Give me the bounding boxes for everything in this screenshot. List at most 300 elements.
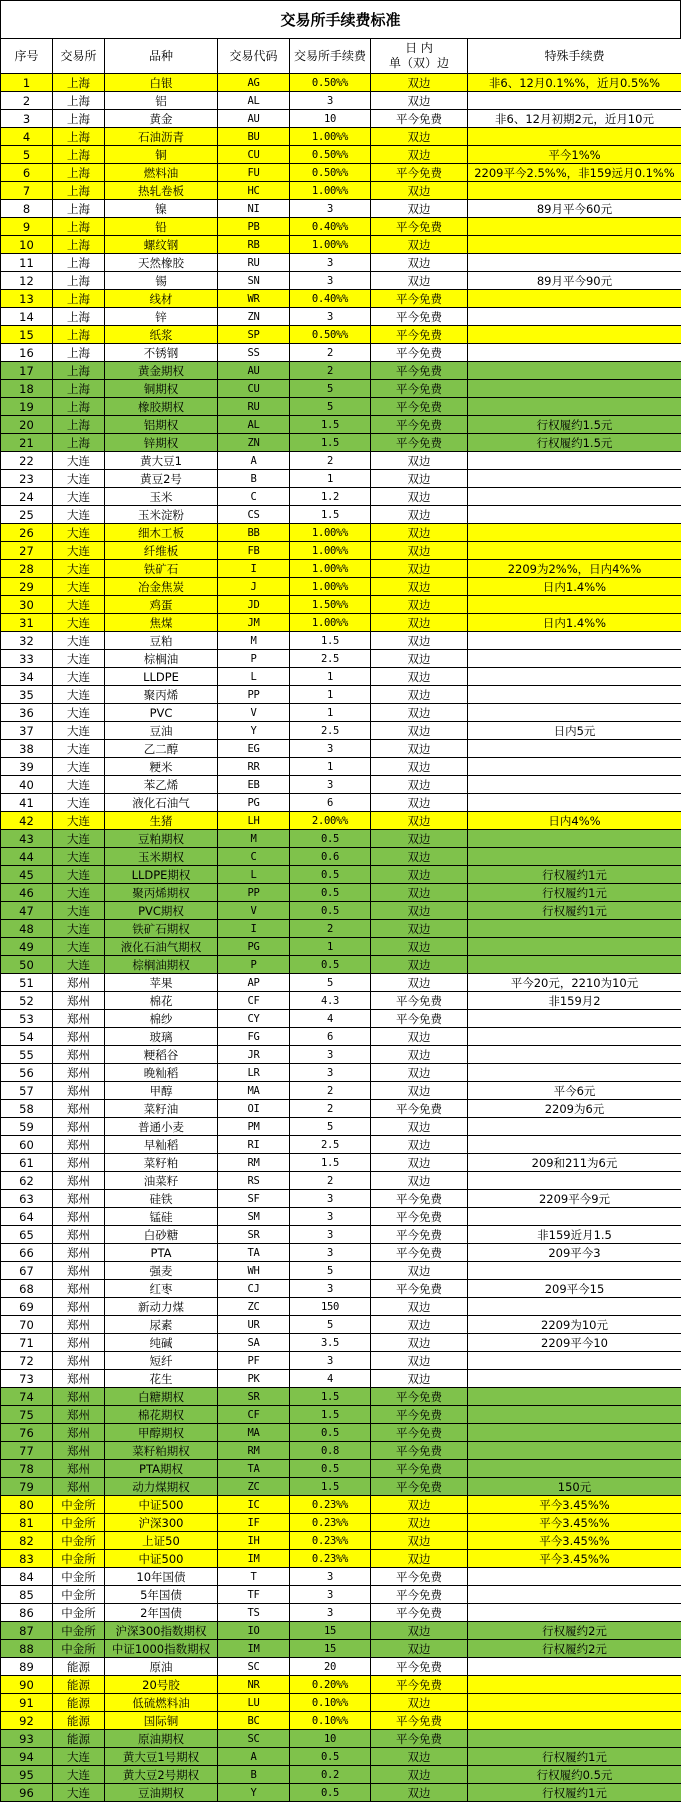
table-row bbox=[1, 1676, 681, 1694]
table-row bbox=[1, 1514, 681, 1532]
table-row bbox=[1, 398, 681, 416]
seq-cell: 83 bbox=[1, 1550, 53, 1568]
seq-cell: 58 bbox=[1, 1100, 53, 1118]
seq-cell: 6 bbox=[1, 164, 53, 182]
seq-cell: 19 bbox=[1, 398, 53, 416]
code-cell: CY bbox=[218, 1010, 290, 1028]
exchange-cell: 大连 bbox=[53, 632, 105, 650]
special-fee-cell bbox=[468, 632, 681, 650]
seq-cell: 15 bbox=[1, 326, 53, 344]
seq-cell: 17 bbox=[1, 362, 53, 380]
product-cell: 鸡蛋 bbox=[105, 596, 218, 614]
table-row bbox=[1, 1622, 681, 1640]
header-cell-product: 品种 bbox=[105, 39, 218, 74]
intraday-cell: 双边 bbox=[371, 92, 468, 110]
intraday-cell: 平今免费 bbox=[371, 362, 468, 380]
special-fee-cell: 日内1.4%% bbox=[468, 578, 681, 596]
fee-cell: 1 bbox=[290, 704, 371, 722]
table-row bbox=[1, 326, 681, 344]
code-cell: NR bbox=[218, 1676, 290, 1694]
exchange-cell: 郑州 bbox=[53, 1316, 105, 1334]
product-cell: PVC bbox=[105, 704, 218, 722]
code-cell: BU bbox=[218, 128, 290, 146]
intraday-cell: 平今免费 bbox=[371, 1406, 468, 1424]
code-cell: FB bbox=[218, 542, 290, 560]
code-cell: AL bbox=[218, 416, 290, 434]
exchange-cell: 郑州 bbox=[53, 1370, 105, 1388]
special-fee-cell: 2209为10元 bbox=[468, 1316, 681, 1334]
fee-cell: 2.5 bbox=[290, 1136, 371, 1154]
code-cell: JM bbox=[218, 614, 290, 632]
intraday-cell: 平今免费 bbox=[371, 308, 468, 326]
product-cell: 铝期权 bbox=[105, 416, 218, 434]
fee-cell: 3 bbox=[290, 1244, 371, 1262]
intraday-cell: 平今免费 bbox=[371, 1676, 468, 1694]
special-fee-cell bbox=[468, 1604, 681, 1622]
table-row bbox=[1, 1208, 681, 1226]
table-row bbox=[1, 1064, 681, 1082]
intraday-cell: 双边 bbox=[371, 614, 468, 632]
intraday-cell: 平今免费 bbox=[371, 380, 468, 398]
intraday-cell: 平今免费 bbox=[371, 1010, 468, 1028]
seq-cell: 45 bbox=[1, 866, 53, 884]
table-row bbox=[1, 1316, 681, 1334]
code-cell: B bbox=[218, 470, 290, 488]
exchange-cell: 大连 bbox=[53, 794, 105, 812]
table-row bbox=[1, 848, 681, 866]
table-row bbox=[1, 1658, 681, 1676]
code-cell: J bbox=[218, 578, 290, 596]
special-fee-cell bbox=[468, 1064, 681, 1082]
exchange-cell: 中金所 bbox=[53, 1568, 105, 1586]
special-fee-cell bbox=[468, 182, 681, 200]
table-row bbox=[1, 1118, 681, 1136]
exchange-cell: 中金所 bbox=[53, 1604, 105, 1622]
table-row bbox=[1, 560, 681, 578]
table-row bbox=[1, 308, 681, 326]
exchange-cell: 中金所 bbox=[53, 1514, 105, 1532]
product-cell: 沪深300指数期权 bbox=[105, 1622, 218, 1640]
exchange-cell: 郑州 bbox=[53, 1280, 105, 1298]
exchange-cell: 大连 bbox=[53, 578, 105, 596]
seq-cell: 36 bbox=[1, 704, 53, 722]
special-fee-cell bbox=[468, 920, 681, 938]
fee-cell: 0.8 bbox=[290, 1442, 371, 1460]
special-fee-cell: 非159月2 bbox=[468, 992, 681, 1010]
table-row bbox=[1, 1460, 681, 1478]
seq-cell: 89 bbox=[1, 1658, 53, 1676]
seq-cell: 65 bbox=[1, 1226, 53, 1244]
seq-cell: 78 bbox=[1, 1460, 53, 1478]
product-cell: 菜籽粕 bbox=[105, 1154, 218, 1172]
product-cell: 液化石油气期权 bbox=[105, 938, 218, 956]
special-fee-cell bbox=[468, 524, 681, 542]
product-cell: 沪深300 bbox=[105, 1514, 218, 1532]
exchange-cell: 郑州 bbox=[53, 1046, 105, 1064]
seq-cell: 32 bbox=[1, 632, 53, 650]
exchange-cell: 能源 bbox=[53, 1712, 105, 1730]
code-cell: EB bbox=[218, 776, 290, 794]
code-cell: C bbox=[218, 488, 290, 506]
product-cell: 生猪 bbox=[105, 812, 218, 830]
seq-cell: 43 bbox=[1, 830, 53, 848]
product-cell: 强麦 bbox=[105, 1262, 218, 1280]
product-cell: 黄金期权 bbox=[105, 362, 218, 380]
exchange-cell: 大连 bbox=[53, 1766, 105, 1784]
table-row bbox=[1, 1442, 681, 1460]
special-fee-cell bbox=[468, 1676, 681, 1694]
product-cell: 锌期权 bbox=[105, 434, 218, 452]
table-row bbox=[1, 1730, 681, 1748]
header-row bbox=[1, 39, 681, 74]
fee-cell: 6 bbox=[290, 794, 371, 812]
table-row bbox=[1, 1046, 681, 1064]
table-row bbox=[1, 938, 681, 956]
intraday-cell: 平今免费 bbox=[371, 1586, 468, 1604]
product-cell: 纸浆 bbox=[105, 326, 218, 344]
table-row bbox=[1, 776, 681, 794]
special-fee-cell bbox=[468, 1028, 681, 1046]
code-cell: SF bbox=[218, 1190, 290, 1208]
table-row bbox=[1, 722, 681, 740]
special-fee-cell: 非159近月1.5 bbox=[468, 1226, 681, 1244]
product-cell: 新动力煤 bbox=[105, 1298, 218, 1316]
fee-cell: 2 bbox=[290, 362, 371, 380]
table-row bbox=[1, 1244, 681, 1262]
special-fee-cell: 2209为2%%，日内4%% bbox=[468, 560, 681, 578]
code-cell: V bbox=[218, 902, 290, 920]
fee-cell: 4.3 bbox=[290, 992, 371, 1010]
exchange-cell: 上海 bbox=[53, 74, 105, 92]
table-row bbox=[1, 1082, 681, 1100]
code-cell: PF bbox=[218, 1352, 290, 1370]
fee-cell: 3 bbox=[290, 1046, 371, 1064]
seq-cell: 87 bbox=[1, 1622, 53, 1640]
intraday-cell: 双边 bbox=[371, 1622, 468, 1640]
table-row bbox=[1, 1712, 681, 1730]
code-cell: SR bbox=[218, 1388, 290, 1406]
fee-cell: 2 bbox=[290, 452, 371, 470]
product-cell: 棉纱 bbox=[105, 1010, 218, 1028]
fee-cell: 5 bbox=[290, 1316, 371, 1334]
code-cell: LR bbox=[218, 1064, 290, 1082]
product-cell: 橡胶期权 bbox=[105, 398, 218, 416]
product-cell: 锌 bbox=[105, 308, 218, 326]
special-fee-cell: 行权履约1元 bbox=[468, 1748, 681, 1766]
special-fee-cell: 2209平今2.5%%，非159远月0.1%% bbox=[468, 164, 681, 182]
seq-cell: 49 bbox=[1, 938, 53, 956]
special-fee-cell: 行权履约0.5元 bbox=[468, 1766, 681, 1784]
exchange-cell: 郑州 bbox=[53, 1460, 105, 1478]
exchange-cell: 大连 bbox=[53, 848, 105, 866]
code-cell: A bbox=[218, 1748, 290, 1766]
table-row bbox=[1, 416, 681, 434]
special-fee-cell bbox=[468, 380, 681, 398]
seq-cell: 23 bbox=[1, 470, 53, 488]
intraday-cell: 双边 bbox=[371, 236, 468, 254]
exchange-cell: 中金所 bbox=[53, 1496, 105, 1514]
exchange-cell: 郑州 bbox=[53, 974, 105, 992]
fee-cell: 0.23%% bbox=[290, 1550, 371, 1568]
seq-cell: 77 bbox=[1, 1442, 53, 1460]
product-cell: 豆油期权 bbox=[105, 1784, 218, 1802]
fee-cell: 1 bbox=[290, 668, 371, 686]
table-row bbox=[1, 902, 681, 920]
special-fee-cell: 209和211为6元 bbox=[468, 1154, 681, 1172]
fee-cell: 1.5 bbox=[290, 416, 371, 434]
seq-cell: 30 bbox=[1, 596, 53, 614]
special-fee-cell bbox=[468, 740, 681, 758]
intraday-cell: 双边 bbox=[371, 560, 468, 578]
fee-cell: 3 bbox=[290, 254, 371, 272]
product-cell: 上证50 bbox=[105, 1532, 218, 1550]
seq-cell: 21 bbox=[1, 434, 53, 452]
seq-cell: 18 bbox=[1, 380, 53, 398]
fee-cell: 10 bbox=[290, 110, 371, 128]
product-cell: 锡 bbox=[105, 272, 218, 290]
table-row bbox=[1, 740, 681, 758]
exchange-cell: 上海 bbox=[53, 398, 105, 416]
seq-cell: 61 bbox=[1, 1154, 53, 1172]
exchange-cell: 上海 bbox=[53, 434, 105, 452]
fee-cell: 1.5 bbox=[290, 1154, 371, 1172]
code-cell: A bbox=[218, 452, 290, 470]
special-fee-cell bbox=[468, 506, 681, 524]
fee-cell: 0.5 bbox=[290, 884, 371, 902]
exchange-cell: 大连 bbox=[53, 920, 105, 938]
table-row bbox=[1, 524, 681, 542]
code-cell: AU bbox=[218, 362, 290, 380]
intraday-cell: 平今免费 bbox=[371, 290, 468, 308]
exchange-cell: 能源 bbox=[53, 1676, 105, 1694]
code-cell: CU bbox=[218, 146, 290, 164]
table-row bbox=[1, 92, 681, 110]
product-cell: 热轧卷板 bbox=[105, 182, 218, 200]
intraday-cell: 平今免费 bbox=[371, 1100, 468, 1118]
exchange-cell: 上海 bbox=[53, 200, 105, 218]
special-fee-cell bbox=[468, 452, 681, 470]
table-row bbox=[1, 632, 681, 650]
special-fee-cell bbox=[468, 488, 681, 506]
code-cell: PK bbox=[218, 1370, 290, 1388]
code-cell: SN bbox=[218, 272, 290, 290]
product-cell: 尿素 bbox=[105, 1316, 218, 1334]
special-fee-cell bbox=[468, 830, 681, 848]
code-cell: RU bbox=[218, 398, 290, 416]
special-fee-cell bbox=[468, 650, 681, 668]
special-fee-cell bbox=[468, 344, 681, 362]
table-row bbox=[1, 1604, 681, 1622]
code-cell: IM bbox=[218, 1640, 290, 1658]
product-cell: 菜籽油 bbox=[105, 1100, 218, 1118]
intraday-cell: 双边 bbox=[371, 488, 468, 506]
special-fee-cell bbox=[468, 848, 681, 866]
table-row bbox=[1, 920, 681, 938]
code-cell: WR bbox=[218, 290, 290, 308]
exchange-cell: 大连 bbox=[53, 884, 105, 902]
seq-cell: 44 bbox=[1, 848, 53, 866]
fee-cell: 2 bbox=[290, 920, 371, 938]
fee-cell: 2 bbox=[290, 1172, 371, 1190]
code-cell: NI bbox=[218, 200, 290, 218]
product-cell: 玉米 bbox=[105, 488, 218, 506]
product-cell: 不锈钢 bbox=[105, 344, 218, 362]
special-fee-cell: 2209平今9元 bbox=[468, 1190, 681, 1208]
intraday-cell: 双边 bbox=[371, 920, 468, 938]
fee-cell: 1.5 bbox=[290, 1406, 371, 1424]
seq-cell: 55 bbox=[1, 1046, 53, 1064]
code-cell: CF bbox=[218, 1406, 290, 1424]
exchange-cell: 大连 bbox=[53, 866, 105, 884]
seq-cell: 74 bbox=[1, 1388, 53, 1406]
seq-cell: 51 bbox=[1, 974, 53, 992]
seq-cell: 14 bbox=[1, 308, 53, 326]
seq-cell: 80 bbox=[1, 1496, 53, 1514]
seq-cell: 16 bbox=[1, 344, 53, 362]
fee-cell: 1.2 bbox=[290, 488, 371, 506]
exchange-cell: 大连 bbox=[53, 704, 105, 722]
fee-cell: 5 bbox=[290, 1262, 371, 1280]
exchange-cell: 上海 bbox=[53, 146, 105, 164]
code-cell: RM bbox=[218, 1442, 290, 1460]
code-cell: CU bbox=[218, 380, 290, 398]
product-cell: 白糖期权 bbox=[105, 1388, 218, 1406]
code-cell: L bbox=[218, 668, 290, 686]
product-cell: PVC期权 bbox=[105, 902, 218, 920]
seq-cell: 88 bbox=[1, 1640, 53, 1658]
fee-cell: 15 bbox=[290, 1622, 371, 1640]
fee-cell: 1.5 bbox=[290, 1388, 371, 1406]
table-row bbox=[1, 596, 681, 614]
intraday-cell: 双边 bbox=[371, 1550, 468, 1568]
seq-cell: 70 bbox=[1, 1316, 53, 1334]
code-cell: M bbox=[218, 830, 290, 848]
product-cell: 黄大豆2号期权 bbox=[105, 1766, 218, 1784]
table-row bbox=[1, 1172, 681, 1190]
intraday-cell: 平今免费 bbox=[371, 1460, 468, 1478]
intraday-cell: 平今免费 bbox=[371, 398, 468, 416]
table-row bbox=[1, 272, 681, 290]
product-cell: 甲醇期权 bbox=[105, 1424, 218, 1442]
special-fee-cell bbox=[468, 1370, 681, 1388]
code-cell: TA bbox=[218, 1460, 290, 1478]
seq-cell: 8 bbox=[1, 200, 53, 218]
table-row bbox=[1, 1262, 681, 1280]
exchange-cell: 上海 bbox=[53, 416, 105, 434]
seq-cell: 92 bbox=[1, 1712, 53, 1730]
code-cell: CF bbox=[218, 992, 290, 1010]
exchange-cell: 郑州 bbox=[53, 1478, 105, 1496]
code-cell: RU bbox=[218, 254, 290, 272]
table-row bbox=[1, 794, 681, 812]
special-fee-cell: 89月平今90元 bbox=[468, 272, 681, 290]
product-cell: 苹果 bbox=[105, 974, 218, 992]
exchange-cell: 大连 bbox=[53, 506, 105, 524]
product-cell: 中证1000指数期权 bbox=[105, 1640, 218, 1658]
intraday-cell: 双边 bbox=[371, 1136, 468, 1154]
product-cell: 菜籽粕期权 bbox=[105, 1442, 218, 1460]
table-row bbox=[1, 380, 681, 398]
special-fee-cell: 2209为6元 bbox=[468, 1100, 681, 1118]
intraday-cell: 平今免费 bbox=[371, 1226, 468, 1244]
code-cell: I bbox=[218, 560, 290, 578]
fee-cell: 0.5 bbox=[290, 1748, 371, 1766]
exchange-cell: 大连 bbox=[53, 1784, 105, 1802]
exchange-cell: 大连 bbox=[53, 488, 105, 506]
special-fee-cell bbox=[468, 1010, 681, 1028]
seq-cell: 47 bbox=[1, 902, 53, 920]
exchange-cell: 郑州 bbox=[53, 1010, 105, 1028]
table-row bbox=[1, 1136, 681, 1154]
special-fee-cell: 行权履约1元 bbox=[468, 884, 681, 902]
fee-cell: 2.5 bbox=[290, 722, 371, 740]
intraday-cell: 双边 bbox=[371, 686, 468, 704]
fee-cell: 1 bbox=[290, 470, 371, 488]
table-row bbox=[1, 830, 681, 848]
intraday-cell: 双边 bbox=[371, 1514, 468, 1532]
exchange-cell: 大连 bbox=[53, 1748, 105, 1766]
product-cell: 白银 bbox=[105, 74, 218, 92]
code-cell: IC bbox=[218, 1496, 290, 1514]
special-fee-cell: 行权履约1元 bbox=[468, 902, 681, 920]
seq-cell: 71 bbox=[1, 1334, 53, 1352]
seq-cell: 68 bbox=[1, 1280, 53, 1298]
fee-cell: 0.50%% bbox=[290, 146, 371, 164]
special-fee-cell: 日内5元 bbox=[468, 722, 681, 740]
code-cell: RI bbox=[218, 1136, 290, 1154]
fee-cell: 3 bbox=[290, 1190, 371, 1208]
seq-cell: 81 bbox=[1, 1514, 53, 1532]
exchange-cell: 郑州 bbox=[53, 1424, 105, 1442]
exchange-cell: 郑州 bbox=[53, 1100, 105, 1118]
fee-cell: 3 bbox=[290, 1208, 371, 1226]
table-row bbox=[1, 344, 681, 362]
intraday-cell: 双边 bbox=[371, 974, 468, 992]
intraday-cell: 平今免费 bbox=[371, 1388, 468, 1406]
special-fee-cell: 行权履约1.5元 bbox=[468, 416, 681, 434]
product-cell: PTA bbox=[105, 1244, 218, 1262]
product-cell: 液化石油气 bbox=[105, 794, 218, 812]
table-row bbox=[1, 1352, 681, 1370]
fee-cell: 1.00%% bbox=[290, 578, 371, 596]
table-row bbox=[1, 362, 681, 380]
special-fee-cell bbox=[468, 668, 681, 686]
code-cell: P bbox=[218, 956, 290, 974]
exchange-cell: 郑州 bbox=[53, 1136, 105, 1154]
product-cell: 红枣 bbox=[105, 1280, 218, 1298]
intraday-cell: 双边 bbox=[371, 1118, 468, 1136]
fee-cell: 1.00%% bbox=[290, 542, 371, 560]
product-cell: 20号胶 bbox=[105, 1676, 218, 1694]
exchange-cell: 大连 bbox=[53, 722, 105, 740]
fee-cell: 1.00%% bbox=[290, 128, 371, 146]
fee-cell: 0.5 bbox=[290, 1424, 371, 1442]
fee-cell: 1.5 bbox=[290, 632, 371, 650]
intraday-cell: 平今免费 bbox=[371, 218, 468, 236]
table-row bbox=[1, 218, 681, 236]
code-cell: SP bbox=[218, 326, 290, 344]
intraday-cell: 双边 bbox=[371, 938, 468, 956]
intraday-cell: 双边 bbox=[371, 1082, 468, 1100]
intraday-cell: 双边 bbox=[371, 254, 468, 272]
intraday-cell: 双边 bbox=[371, 1532, 468, 1550]
seq-cell: 64 bbox=[1, 1208, 53, 1226]
intraday-cell: 双边 bbox=[371, 1370, 468, 1388]
intraday-cell: 双边 bbox=[371, 182, 468, 200]
special-fee-cell: 平今3.45%% bbox=[468, 1532, 681, 1550]
seq-cell: 82 bbox=[1, 1532, 53, 1550]
seq-cell: 33 bbox=[1, 650, 53, 668]
